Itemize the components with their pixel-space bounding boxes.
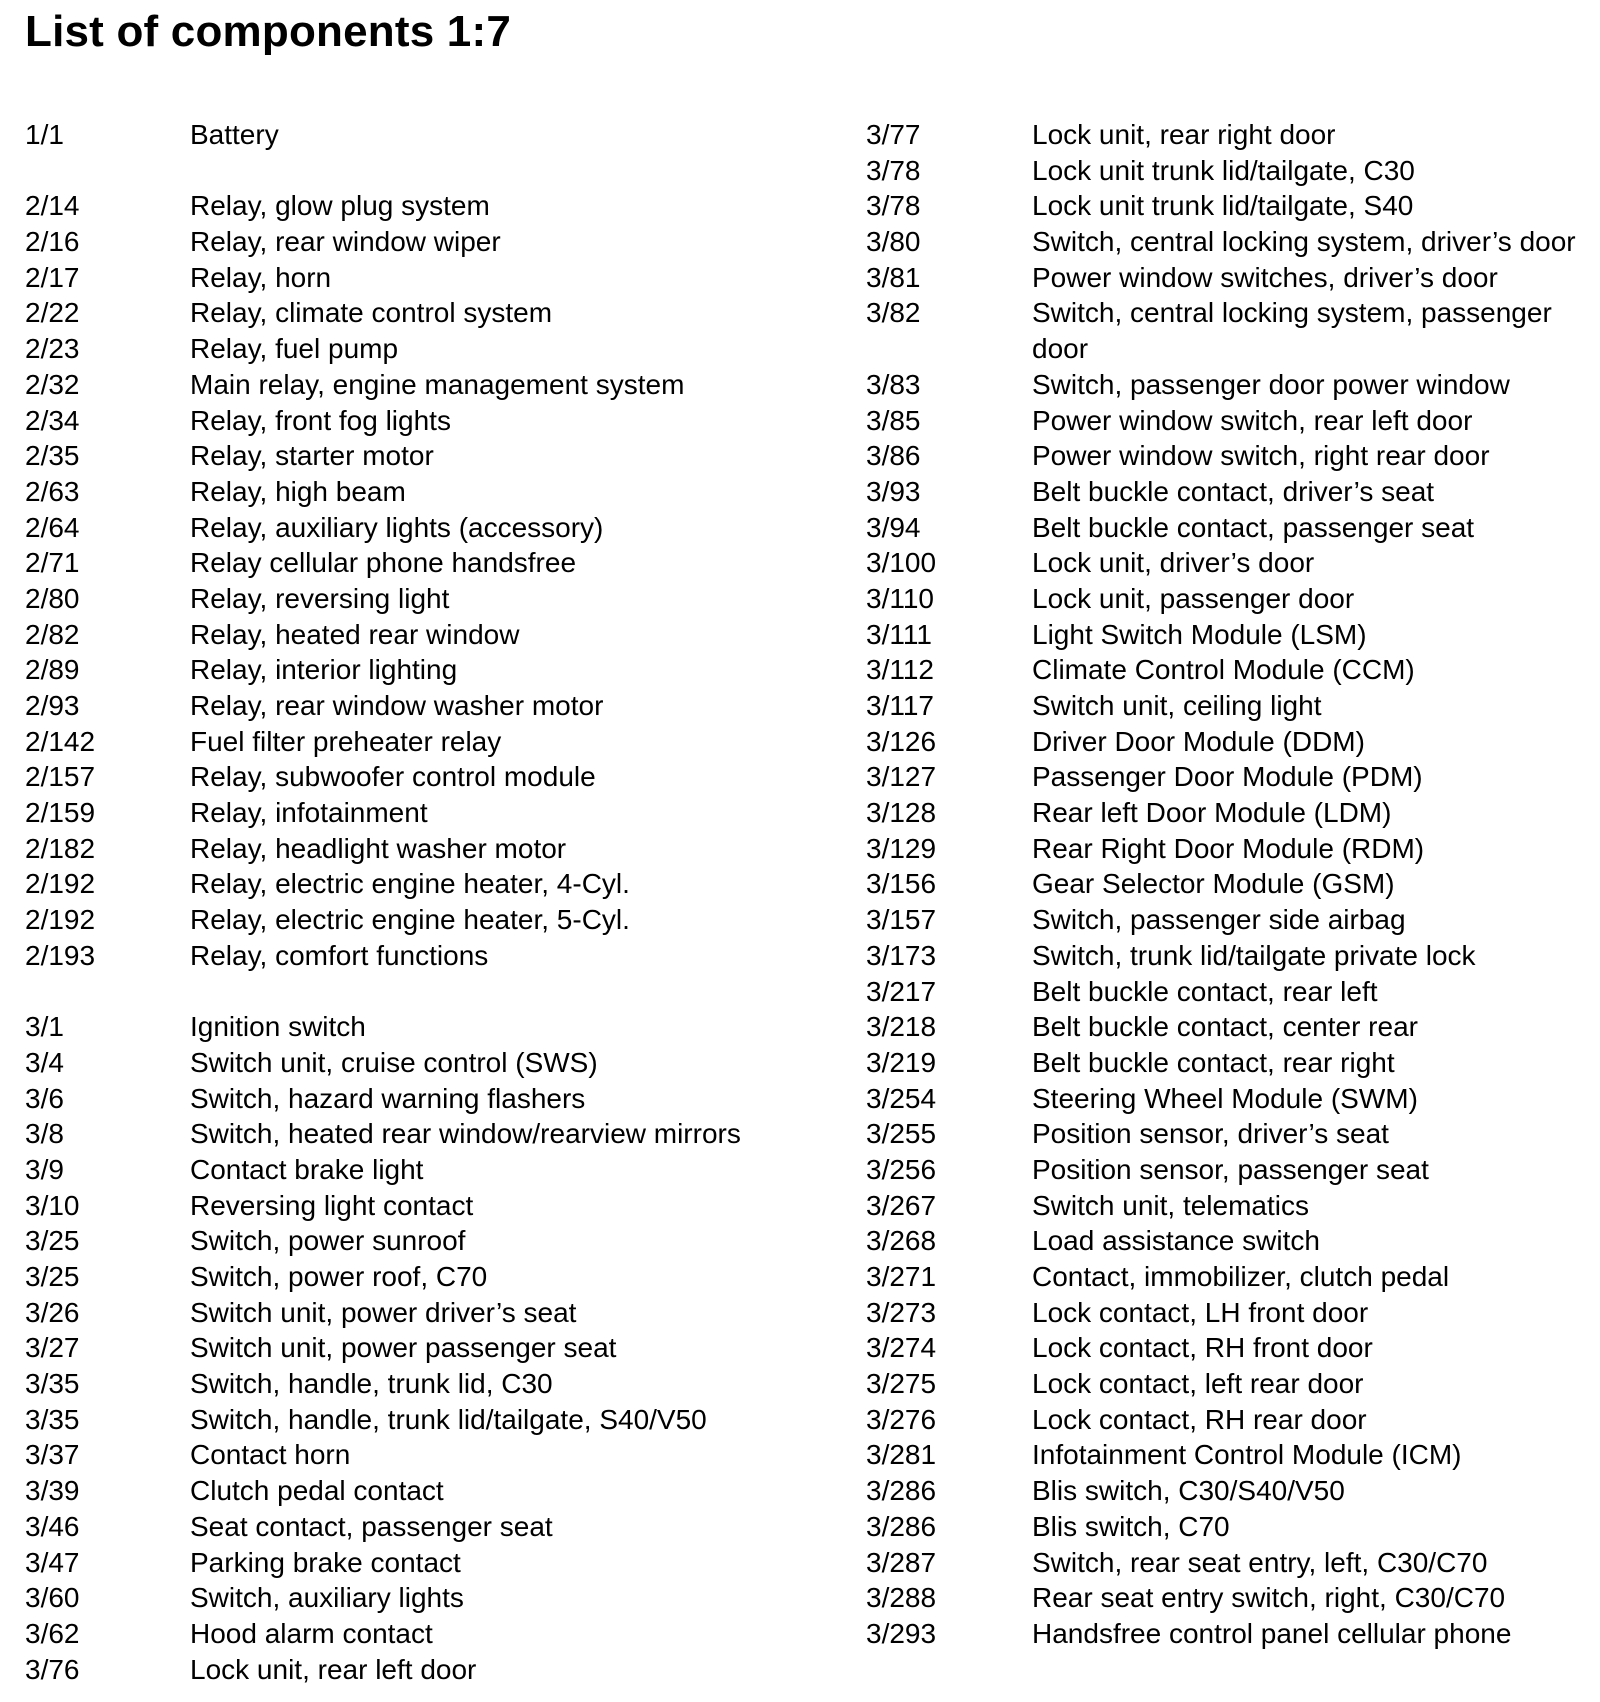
component-code: 3/39 (25, 1475, 80, 1507)
component-row (25, 1580, 855, 1616)
component-code: 3/219 (866, 1046, 937, 1078)
component-description: Switch unit, ceiling light (1032, 690, 1322, 721)
component-description: Switch, auxiliary lights (190, 1582, 464, 1614)
component-description: Switch, trunk lid/tailgate private lock (1032, 939, 1476, 971)
component-code: 3/273 (866, 1296, 937, 1328)
component-code: 1/1 (25, 119, 64, 150)
component-code: 2/71 (25, 547, 80, 579)
component-row (866, 1009, 1600, 1045)
component-code: 2/89 (25, 654, 80, 686)
component-description: Switch, passenger door power window (1032, 368, 1510, 400)
component-description: Contact horn (190, 1439, 351, 1471)
component-row (25, 1152, 855, 1188)
component-code: 3/47 (25, 1546, 80, 1578)
component-row (866, 1509, 1600, 1545)
component-code: 3/78 (866, 190, 921, 222)
component-description: Relay, front fog lights (190, 404, 451, 436)
component-row (866, 688, 1600, 724)
component-row (25, 331, 855, 367)
component-code: 3/217 (866, 975, 937, 1007)
component-description: Gear Selector Module (GSM) (1032, 868, 1395, 900)
component-row (25, 1437, 855, 1473)
component-code: 3/127 (866, 761, 937, 793)
component-description: Lock unit, rear right door (1032, 119, 1336, 150)
component-row (866, 1437, 1600, 1473)
component-row (25, 117, 855, 153)
component-code: 2/93 (25, 690, 80, 721)
component-row (25, 866, 855, 902)
component-code: 2/23 (25, 333, 80, 365)
component-row (866, 1223, 1600, 1259)
component-code: 3/10 (25, 1189, 80, 1221)
component-code: 3/35 (25, 1403, 80, 1435)
component-description: Belt buckle contact, passenger seat (1032, 511, 1475, 543)
component-code: 3/276 (866, 1403, 937, 1435)
component-row (866, 866, 1600, 902)
component-code: 3/218 (866, 1011, 937, 1043)
component-description: Relay, subwoofer control module (190, 761, 596, 793)
component-row (866, 1366, 1600, 1402)
component-row (866, 581, 1600, 617)
component-code: 3/77 (866, 119, 921, 150)
component-row (25, 831, 855, 867)
component-code: 2/17 (25, 261, 80, 293)
component-description: Lock unit, rear left door (190, 1653, 477, 1685)
component-row (866, 831, 1600, 867)
component-row (25, 367, 855, 403)
component-description: Blis switch, C70 (1032, 1510, 1230, 1542)
component-code: 3/27 (25, 1332, 80, 1364)
component-row (25, 1616, 855, 1652)
component-code: 3/37 (25, 1439, 80, 1471)
component-code: 3/286 (866, 1510, 937, 1542)
component-code: 2/192 (25, 868, 96, 900)
component-description: Belt buckle contact, rear right (1032, 1046, 1395, 1078)
component-description: Relay, rear window wiper (190, 226, 501, 258)
component-description: Switch, heated rear window/rearview mirrors (190, 1118, 741, 1150)
component-row (25, 1652, 855, 1688)
component-row (25, 295, 855, 331)
component-description: Switch unit, telematics (1032, 1189, 1309, 1221)
component-code: 3/274 (866, 1332, 937, 1364)
component-description: Relay, starter motor (190, 440, 434, 472)
component-row (25, 617, 855, 653)
component-row (25, 1259, 855, 1295)
component-description: Infotainment Control Module (ICM) (1032, 1439, 1462, 1471)
component-row (866, 1116, 1600, 1152)
component-description: Belt buckle contact, rear left (1032, 975, 1378, 1007)
component-description: Relay, auxiliary lights (accessory) (190, 511, 604, 543)
component-row (866, 795, 1600, 831)
component-row (25, 1045, 855, 1081)
page-title: List of components 1:7 (25, 7, 511, 56)
component-code: 3/110 (866, 582, 934, 614)
component-code: 3/129 (866, 832, 937, 864)
component-code: 2/64 (25, 511, 80, 543)
component-code: 3/100 (866, 547, 937, 579)
component-description: Switch, rear seat entry, left, C30/C70 (1032, 1546, 1488, 1578)
component-description: Fuel filter preheater relay (190, 725, 502, 757)
component-description: Switch, central locking system, driver’s door (1032, 226, 1576, 258)
component-description: Lock contact, RH rear door (1032, 1403, 1367, 1435)
component-code: 3/293 (866, 1617, 937, 1649)
component-description: Lock contact, RH front door (1032, 1332, 1373, 1364)
component-code: 3/81 (866, 261, 921, 293)
component-row (866, 1580, 1600, 1616)
component-code: 3/25 (25, 1261, 80, 1292)
component-description: Relay, high beam (190, 475, 406, 507)
component-description: Lock unit trunk lid/tailgate, C30 (1032, 154, 1415, 186)
component-code: 3/4 (25, 1046, 64, 1078)
component-code: 2/34 (25, 404, 80, 436)
component-code: 2/159 (25, 797, 96, 829)
component-row (866, 1152, 1600, 1188)
component-row (866, 510, 1600, 546)
component-row (866, 1545, 1600, 1581)
component-description: Clutch pedal contact (190, 1475, 444, 1507)
component-description: Rear Right Door Module (RDM) (1032, 832, 1425, 864)
component-code: 2/14 (25, 190, 80, 222)
component-row (866, 295, 1600, 331)
component-description: Position sensor, passenger seat (1032, 1153, 1429, 1185)
component-description: Reversing light contact (190, 1189, 474, 1221)
component-code: 3/156 (866, 868, 937, 900)
component-code: 3/111 (866, 618, 932, 650)
component-row (25, 1330, 855, 1366)
component-code: 3/173 (866, 939, 937, 971)
component-description: Lock unit trunk lid/tailgate, S40 (1032, 190, 1414, 222)
component-description: Lock unit, passenger door (1032, 582, 1355, 614)
component-description: Climate Control Module (CCM) (1032, 654, 1415, 686)
component-row (866, 724, 1600, 760)
component-row (866, 438, 1600, 474)
component-description: Relay, fuel pump (190, 333, 399, 365)
component-description: Battery (190, 119, 279, 150)
component-code: 3/254 (866, 1082, 937, 1114)
component-code (866, 331, 1032, 367)
component-code: 3/126 (866, 725, 937, 757)
component-description: Switch unit, cruise control (SWS) (190, 1046, 598, 1078)
component-description: Switch, hazard warning flashers (190, 1082, 586, 1114)
component-description: Switch, central locking system, passenger (1032, 297, 1552, 329)
component-code: 3/157 (866, 904, 937, 936)
component-row (25, 652, 855, 688)
component-row (25, 1223, 855, 1259)
component-description: Load assistance switch (1032, 1225, 1320, 1257)
component-description: Relay cellular phone handsfree (190, 547, 577, 579)
component-code: 3/83 (866, 368, 921, 400)
component-description: door (1032, 333, 1089, 365)
component-row (866, 1259, 1600, 1295)
component-code: 3/6 (25, 1082, 64, 1114)
component-row (25, 188, 855, 224)
component-row (866, 652, 1600, 688)
component-description: Ignition switch (190, 1011, 366, 1043)
component-row (25, 1081, 855, 1117)
component-row (25, 795, 855, 831)
component-code: 3/26 (25, 1296, 80, 1328)
component-description: Lock contact, left rear door (1032, 1368, 1364, 1400)
component-description: Relay, heated rear window (190, 618, 520, 650)
component-description: Relay, interior lighting (190, 654, 458, 686)
component-code (25, 974, 190, 1010)
component-description: Rear seat entry switch, right, C30/C70 (1032, 1582, 1506, 1614)
component-description: Relay, rear window washer motor (190, 690, 604, 721)
component-row (25, 1473, 855, 1509)
component-code: 3/46 (25, 1510, 80, 1542)
component-description: Switch, handle, trunk lid/tailgate, S40/V50 (190, 1403, 707, 1435)
component-row (25, 938, 855, 974)
component-row (866, 1616, 1600, 1652)
component-description: Rear left Door Module (LDM) (1032, 797, 1392, 829)
component-code: 3/93 (866, 475, 921, 507)
component-code: 3/94 (866, 511, 921, 543)
component-description: Relay, climate control system (190, 297, 553, 329)
component-row (866, 1188, 1600, 1224)
component-row (25, 1545, 855, 1581)
component-code: 3/80 (866, 226, 921, 258)
component-description: Power window switches, driver’s door (1032, 261, 1498, 293)
component-code: 2/80 (25, 582, 80, 614)
component-description: Contact, immobilizer, clutch pedal (1032, 1261, 1450, 1292)
component-code: 3/85 (866, 404, 921, 436)
component-description: Passenger Door Module (PDM) (1032, 761, 1423, 793)
component-description: Relay, electric engine heater, 4-Cyl. (190, 868, 630, 900)
component-description: Main relay, engine management system (190, 368, 685, 400)
component-row (25, 474, 855, 510)
component-row (866, 902, 1600, 938)
component-description: Contact brake light (190, 1153, 424, 1185)
component-description: Belt buckle contact, center rear (1032, 1011, 1418, 1043)
component-description: Belt buckle contact, driver’s seat (1032, 475, 1435, 507)
component-code: 3/255 (866, 1118, 937, 1150)
component-row (866, 545, 1600, 581)
component-description: Switch unit, power driver’s seat (190, 1296, 577, 1328)
component-row (866, 224, 1600, 260)
component-code: 2/63 (25, 475, 80, 507)
component-row (25, 545, 855, 581)
component-row (866, 938, 1600, 974)
component-code: 3/271 (866, 1261, 937, 1292)
component-row (25, 1009, 855, 1045)
component-row (25, 1366, 855, 1402)
component-row (866, 188, 1600, 224)
component-description: Switch, passenger side airbag (1032, 904, 1406, 936)
component-description: Relay, headlight washer motor (190, 832, 567, 864)
component-row (866, 260, 1600, 296)
component-code: 3/287 (866, 1546, 937, 1578)
component-description: Hood alarm contact (190, 1617, 433, 1649)
component-row (25, 1188, 855, 1224)
component-row (25, 902, 855, 938)
component-code: 2/82 (25, 618, 80, 650)
component-code: 3/288 (866, 1582, 937, 1614)
component-code: 2/32 (25, 368, 80, 400)
component-description: Switch, handle, trunk lid, C30 (190, 1368, 553, 1400)
component-row (25, 510, 855, 546)
component-description: Lock contact, LH front door (1032, 1296, 1369, 1328)
component-description: Driver Door Module (DDM) (1032, 725, 1365, 757)
component-code: 3/256 (866, 1153, 937, 1185)
component-description: Switch, power sunroof (190, 1225, 466, 1257)
component-code: 3/286 (866, 1475, 937, 1507)
component-row (866, 474, 1600, 510)
component-code: 2/182 (25, 832, 96, 864)
component-code: 3/117 (866, 690, 934, 721)
component-description: Relay, glow plug system (190, 190, 490, 222)
component-row (25, 153, 855, 189)
component-row (25, 1402, 855, 1438)
components-list-right (866, 117, 1600, 1652)
component-row (25, 688, 855, 724)
component-code: 3/86 (866, 440, 921, 472)
component-code: 3/82 (866, 297, 921, 329)
component-description: Lock unit, driver’s door (1032, 547, 1315, 579)
component-row (866, 1295, 1600, 1331)
component-code: 3/76 (25, 1653, 80, 1685)
component-description: Relay, electric engine heater, 5-Cyl. (190, 904, 630, 936)
component-description: Seat contact, passenger seat (190, 1510, 553, 1542)
component-row (25, 1116, 855, 1152)
component-code: 2/16 (25, 226, 80, 258)
component-code: 3/62 (25, 1617, 80, 1649)
component-row (866, 117, 1600, 153)
component-description: Switch, power roof, C70 (190, 1261, 488, 1292)
component-code: 3/25 (25, 1225, 80, 1257)
component-code: 3/267 (866, 1189, 937, 1221)
component-description: Light Switch Module (LSM) (1032, 618, 1367, 650)
component-code: 2/22 (25, 297, 80, 329)
component-row (866, 1402, 1600, 1438)
component-code: 3/1 (25, 1011, 64, 1043)
component-row (25, 759, 855, 795)
component-code: 3/281 (866, 1439, 937, 1471)
component-row (25, 260, 855, 296)
component-row (25, 581, 855, 617)
component-row (866, 1081, 1600, 1117)
component-code: 3/9 (25, 1153, 64, 1185)
component-code: 3/60 (25, 1582, 80, 1614)
component-row (866, 367, 1600, 403)
component-description: Power window switch, right rear door (1032, 440, 1490, 472)
component-code: 3/78 (866, 154, 921, 186)
component-description: Position sensor, driver’s seat (1032, 1118, 1389, 1150)
component-code: 3/8 (25, 1118, 64, 1150)
component-row (866, 153, 1600, 189)
component-description: Relay, horn (190, 261, 332, 293)
component-code: 2/157 (25, 761, 96, 793)
components-list-left (25, 117, 855, 1687)
component-code: 3/35 (25, 1368, 80, 1400)
component-code (25, 153, 190, 189)
component-code: 3/128 (866, 797, 937, 829)
component-row (25, 403, 855, 439)
component-row (866, 331, 1600, 367)
component-row (866, 1473, 1600, 1509)
component-row (25, 224, 855, 260)
component-row (866, 1045, 1600, 1081)
component-description: Relay, comfort functions (190, 939, 489, 971)
component-row (25, 724, 855, 760)
component-description: Relay, infotainment (190, 797, 428, 829)
component-code: 2/142 (25, 725, 96, 757)
component-code: 3/275 (866, 1368, 937, 1400)
component-description: Relay, reversing light (190, 582, 450, 614)
component-row (25, 1509, 855, 1545)
component-row (25, 438, 855, 474)
component-code: 3/268 (866, 1225, 937, 1257)
component-row (866, 1330, 1600, 1366)
component-row (25, 1295, 855, 1331)
component-row (866, 974, 1600, 1010)
component-code: 2/35 (25, 440, 80, 472)
component-row (866, 617, 1600, 653)
component-description: Switch unit, power passenger seat (190, 1332, 617, 1364)
component-code: 2/192 (25, 904, 96, 936)
component-description: Blis switch, C30/S40/V50 (1032, 1475, 1345, 1507)
component-code: 3/112 (866, 654, 934, 686)
component-description: Parking brake contact (190, 1546, 461, 1578)
component-description: Handsfree control panel cellular phone (1032, 1617, 1512, 1649)
component-code: 2/193 (25, 939, 96, 971)
component-row (866, 403, 1600, 439)
component-description: Power window switch, rear left door (1032, 404, 1473, 436)
component-row (866, 759, 1600, 795)
component-row (25, 974, 855, 1010)
component-description: Steering Wheel Module (SWM) (1032, 1082, 1418, 1114)
